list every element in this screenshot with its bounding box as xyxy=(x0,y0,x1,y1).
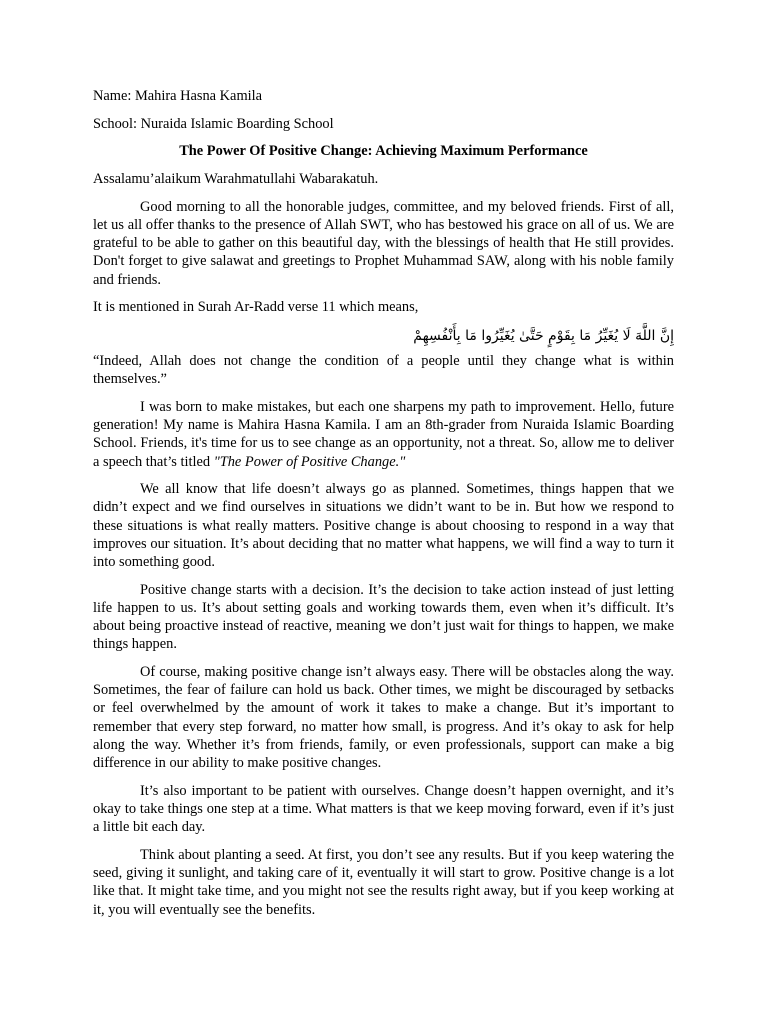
body-paragraph-3: Of course, making positive change isn’t always easy. There will be obstacles along the way. Sometimes, the fear of failure can hold us back. Other times, we might be discouraged by setbacks or feel overwhelmed by the amount of work it takes to make a change. But it’s important to remember that every step forward, no matter how small, is progress. And it’s okay to ask for help along the way. Whether it’s from friends, family, or even professionals, support can make a big difference in our ability to make positive changes. xyxy=(93,664,674,772)
surah-intro: It is mentioned in Surah Ar-Radd verse 11 which means, xyxy=(93,299,419,316)
school-name: School: Nuraida Islamic Boarding School xyxy=(93,115,334,132)
body-paragraph-5: Think about planting a seed. At first, you don’t see any results. But if you keep watering the seed, giving it sunlight, and taking care of it, eventually it will start to grow. Positive change is a lot like that. It might take time, and you might not see the results right away, but if you keep working at it, you will eventually see the benefits. xyxy=(93,846,674,918)
introduction-paragraph xyxy=(93,398,674,471)
introduction-text: I was born to make mistakes, but each one sharpens my path to improvement. Hello, future generation! My name is Mahira Hasna Kamila. I am an 8th-grader from Nuraida Islamic Boarding School. Friends, it's time for us to see change as an opportunity, not a threat. So, allow me to deliver a speech that’s titled xyxy=(93,398,674,470)
student-name: Name: Mahira Hasna Kamila xyxy=(93,88,263,104)
verse-translation: “Indeed, Allah does not change the condition of a people until they change what is within themselves.” xyxy=(93,353,674,388)
body-paragraph-2: Positive change starts with a decision. It’s the decision to take action instead of just letting life happen to us. It’s about setting goals and working towards them, even when it’s difficult. It’s about being proactive instead of reactive, meaning we don’t just wait for things to happen, we make things happen. xyxy=(93,581,674,653)
speech-title-quote: "The Power of Positive Change." xyxy=(213,453,406,470)
body-paragraph-1: We all know that life doesn’t always go as planned. Sometimes, things happen that we didn’t expect and we find ourselves in situations we didn’t want to be in. But how we respond to these situations is what really matters. Positive change is about choosing to respond in a way that improves our situation. It’s about deciding that no matter what happens, we will find a way to turn it into something good. xyxy=(93,481,674,571)
document-page xyxy=(93,87,674,928)
opening-paragraph: Good morning to all the honorable judges, committee, and my beloved friends. First of all, let us all offer thanks to the presence of Allah SWT, who has bestowed his grace on all of us. We are grateful to be able to gather on this beautiful day, with the blessings of health that He still provides. Don't forget to give salawat and greetings to Prophet Muhammad SAW, along with his noble family and friends. xyxy=(93,198,674,288)
speech-title: The Power Of Positive Change: Achieving Maximum Performance xyxy=(179,143,588,160)
greeting: Assalamu’alaikum Warahmatullahi Wabarakatuh. xyxy=(93,171,379,188)
arabic-verse: إِنَّ اللَّهَ لَا يُغَيِّرُ مَا بِقَوْمٍ حَتَّىٰ يُغَيِّرُوا مَا بِأَنْفُسِهِمْ xyxy=(413,328,674,345)
body-paragraph-4: It’s also important to be patient with ourselves. Change doesn’t happen overnight, and it’s okay to take things one step at a time. What matters is that we keep moving forward, even if it’s just a little bit each day. xyxy=(93,782,674,836)
